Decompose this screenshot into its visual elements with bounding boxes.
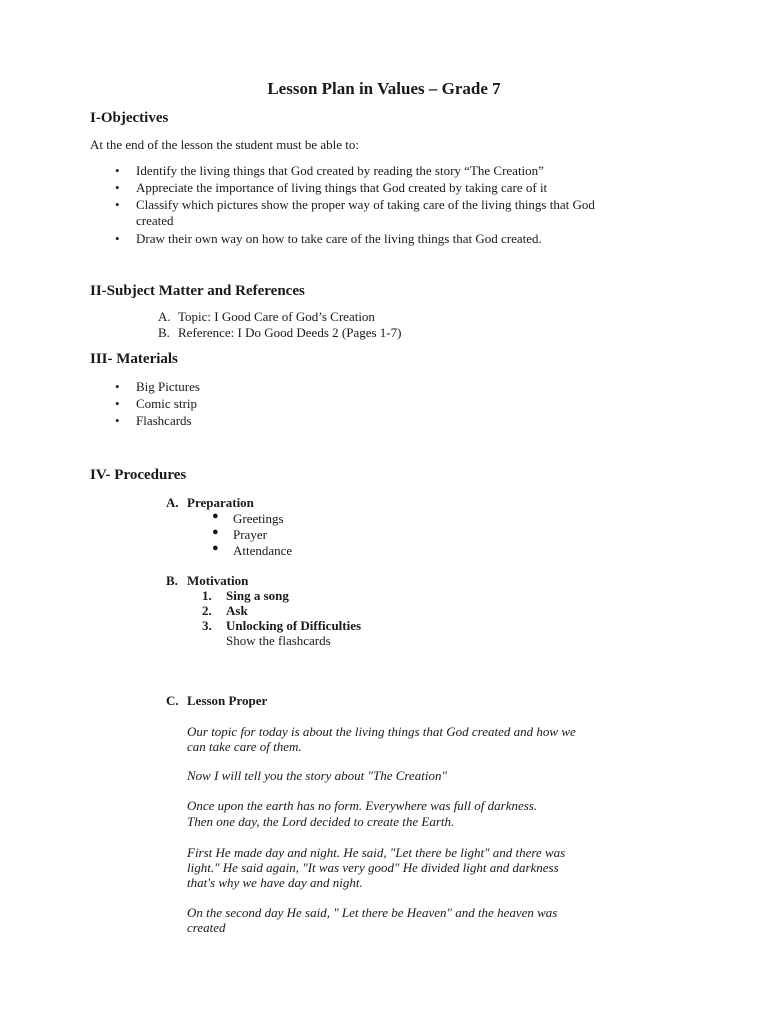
motivation-note: Show the flashcards <box>226 633 331 648</box>
objective-item-continued: created <box>136 213 174 228</box>
objectives-intro: At the end of the lesson the student must be able to: <box>90 137 359 152</box>
bullet-icon: • <box>115 396 120 411</box>
bullet-icon: • <box>115 379 120 394</box>
lesson-line: can take care of them. <box>187 739 302 754</box>
preparation-label: Preparation <box>187 495 254 510</box>
lesson-line: created <box>187 920 226 935</box>
material-item: Flashcards <box>136 413 192 428</box>
bullet-icon: • <box>115 180 120 195</box>
lesson-proper-label: Lesson Proper <box>187 693 268 708</box>
material-item: Comic strip <box>136 396 198 411</box>
page-title: Lesson Plan in Values – Grade 7 <box>267 79 501 98</box>
preparation-item: Greetings <box>233 511 284 526</box>
bullet-icon: ● <box>212 542 219 554</box>
material-item: Big Pictures <box>136 379 200 394</box>
preparation-item: Attendance <box>233 543 293 558</box>
objectives-heading: I-Objectives <box>90 110 169 126</box>
objective-item: Identify the living things that God created by reading the story “The Creation” <box>136 163 544 178</box>
objective-item: Draw their own way on how to take care of the living things that God created. <box>136 231 542 246</box>
bullet-icon: ● <box>212 510 219 522</box>
preparation-item: Prayer <box>233 527 267 542</box>
bullet-icon: ● <box>212 526 219 538</box>
lesson-line: that's why we have day and night. <box>187 875 363 890</box>
lesson-proper-marker: C. <box>166 693 179 708</box>
preparation-marker: A. <box>166 495 179 510</box>
objective-item: Appreciate the importance of living things that God created by taking care of it <box>136 180 548 195</box>
motivation-number: 3. <box>202 618 212 633</box>
bullet-icon: • <box>115 163 120 178</box>
motivation-item: Unlocking of Difficulties <box>226 618 362 633</box>
motivation-marker: B. <box>166 573 178 588</box>
lesson-line: First He made day and night. He said, "Let there be light" and there was <box>187 845 566 860</box>
motivation-item: Sing a song <box>226 588 289 603</box>
subject-heading: II-Subject Matter and References <box>90 283 305 299</box>
lesson-line: Once upon the earth has no form. Everywhere was full of darkness. <box>187 798 538 813</box>
bullet-icon: • <box>115 197 120 212</box>
objective-item: Classify which pictures show the proper way of taking care of the living things that God <box>136 197 595 212</box>
subject-item: Reference: I Do Good Deeds 2 (Pages 1-7) <box>178 325 402 340</box>
materials-heading: III- Materials <box>90 351 178 367</box>
motivation-number: 1. <box>202 588 212 603</box>
subject-item: Topic: I Good Care of God’s Creation <box>178 309 375 324</box>
lesson-line: On the second day He said, " Let there be Heaven" and the heaven was <box>187 905 558 920</box>
lesson-line: Then one day, the Lord decided to create the Earth. <box>187 814 455 829</box>
subject-marker: B. <box>158 325 170 340</box>
bullet-icon: • <box>115 231 120 246</box>
motivation-label: Motivation <box>187 573 249 588</box>
lesson-line: Now I will tell you the story about "The Creation" <box>187 768 447 783</box>
lesson-line: light." He said again, "It was very good" He divided light and darkness <box>187 860 559 875</box>
subject-marker: A. <box>158 309 171 324</box>
motivation-item: Ask <box>226 603 248 618</box>
procedures-heading: IV- Procedures <box>90 467 187 483</box>
motivation-number: 2. <box>202 603 212 618</box>
lesson-line: Our topic for today is about the living things that God created and how we <box>187 724 576 739</box>
bullet-icon: • <box>115 413 120 428</box>
